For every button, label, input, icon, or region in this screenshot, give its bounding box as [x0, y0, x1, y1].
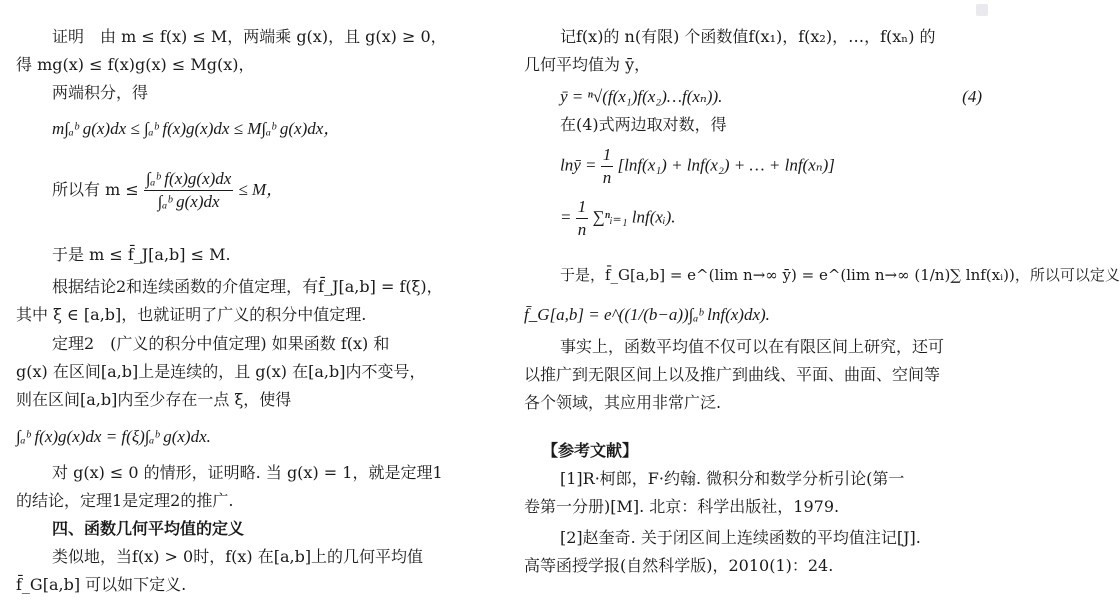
right-line-1: 记f(x)的 n(有限) 个函数值f(x₁)，f(x₂)，…，f(xₙ) 的 [560, 27, 936, 46]
integral-inequality: m∫ₐᵇ g(x)dx ≤ ∫ₐᵇ f(x)g(x)dx ≤ M∫ₐᵇ g(x)dx， [52, 119, 341, 138]
mean-value-formula: ∫ₐᵇ f(x)g(x)dx = f(ξ)∫ₐᵇ g(x)dx. [16, 427, 211, 446]
ratio-prefix: 所以有 m ≤ [52, 180, 139, 199]
log-eq1-fraction [601, 144, 614, 189]
ratio-suffix: ≤ M， [238, 180, 284, 199]
log-eq2-prefix: = [560, 207, 572, 227]
theorem-2-line-3: 则在区间[a,b]内至少存在一点 ξ，使得 [16, 390, 292, 409]
definition-line-2: f̄_G[a,b] 可以如下定义. [16, 575, 187, 594]
geometric-mean-expression: ȳ = ⁿ√(f(x₁)f(x₂)…f(xₙ)). [560, 87, 723, 106]
log-eq2-numerator: 1 [576, 196, 589, 219]
proof-line-2: 得 mg(x) ≤ f(x)g(x) ≤ Mg(x)， [16, 55, 255, 74]
theorem-2-line-2: g(x) 在区间[a,b]上是连续的，且 g(x) 在[a,b]内不变号， [16, 362, 426, 381]
log-equation-2 [560, 196, 986, 240]
geometric-mean-definition: f̄_G[a,b] = e^((1/(b−a))∫ₐᵇ lnf(x)dx). [524, 305, 770, 324]
ratio-inequality [52, 168, 478, 224]
proof-line-8: 其中 ξ ∈ [a,b]，也就证明了广义的积分中值定理. [16, 305, 367, 324]
equation-number: (4) [962, 87, 982, 106]
proof-line-6: 于是 m ≤ f̄_J[a,b] ≤ M. [52, 245, 231, 264]
remark-line-1: 对 g(x) ≤ 0 的情形，证明略. 当 g(x) = 1，就是定理1 [52, 463, 443, 482]
log-eq1-denominator: n [602, 168, 612, 187]
limit-definition: 于是，f̄_G[a,b] = e^(lim n→∞ ȳ) = e^(lim n→∞ (1/n)∑ lnf(xᵢ))，所以可以定义 [560, 266, 1120, 284]
log-eq1-suffix: [lnf(x₁) + lnf(x₂) + … + lnf(xₙ)] [617, 155, 835, 175]
ratio-fraction [144, 168, 233, 213]
geometric-mean-formula [560, 86, 986, 108]
right-line-10: 以推广到无限区间上以及推广到曲线、平面、曲面、空间等 [524, 365, 941, 384]
log-equation-1 [560, 144, 986, 188]
log-eq2-denominator: n [577, 220, 587, 239]
right-line-2: 几何平均值为 ȳ， [524, 55, 651, 74]
proof-line-7: 根据结论2和连续函数的介值定理，有f̄_J[a,b] = f(ξ)， [52, 277, 443, 296]
reference-2-line-2: 高等函授学报(自然科学版)，2010(1)：24. [524, 556, 834, 575]
reference-1-line-2: 卷第一分册)[M]. 北京：科学出版社，1979. [524, 497, 840, 516]
right-line-11: 各个领域，其应用非常广泛. [524, 393, 722, 412]
log-eq2-fraction [576, 196, 589, 241]
definition-line-1: 类似地，当f(x) > 0时，f(x) 在[a,b]上的几何平均值 [52, 547, 424, 566]
right-line-4: 在(4)式两边取对数，得 [560, 115, 727, 134]
proof-line-1: 证明 由 m ≤ f(x) ≤ M，两端乘 g(x)，且 g(x) ≥ 0， [52, 27, 447, 46]
reference-1-line-1: [1]R·柯郎，F·约翰. 微积分和数学分析引论(第一 [560, 469, 905, 488]
ratio-denominator: ∫ₐᵇ g(x)dx [157, 192, 220, 211]
log-eq2-suffix: ∑ⁿᵢ₌₁ lnf(xᵢ). [592, 207, 676, 227]
proof-line-3: 两端积分，得 [52, 83, 149, 102]
theorem-2-heading: 定理2 (广义的积分中值定理) 如果函数 f(x) 和 [52, 334, 390, 353]
log-eq1-numerator: 1 [601, 144, 614, 167]
remark-line-2: 的结论，定理1是定理2的推广. [16, 491, 234, 510]
section-heading: 四、函数几何平均值的定义 [52, 519, 245, 538]
right-line-9: 事实上，函数平均值不仅可以在有限区间上研究，还可 [560, 337, 945, 356]
ratio-numerator: ∫ₐᵇ f(x)g(x)dx [144, 168, 233, 191]
reference-2-line-1: [2]赵奎奇. 关于闭区间上连续函数的平均值注记[J]. [560, 528, 921, 547]
references-heading: 【参考文献】 [542, 441, 639, 460]
log-eq1-prefix: lnȳ = [560, 155, 597, 175]
corner-widget-icon [976, 4, 988, 16]
